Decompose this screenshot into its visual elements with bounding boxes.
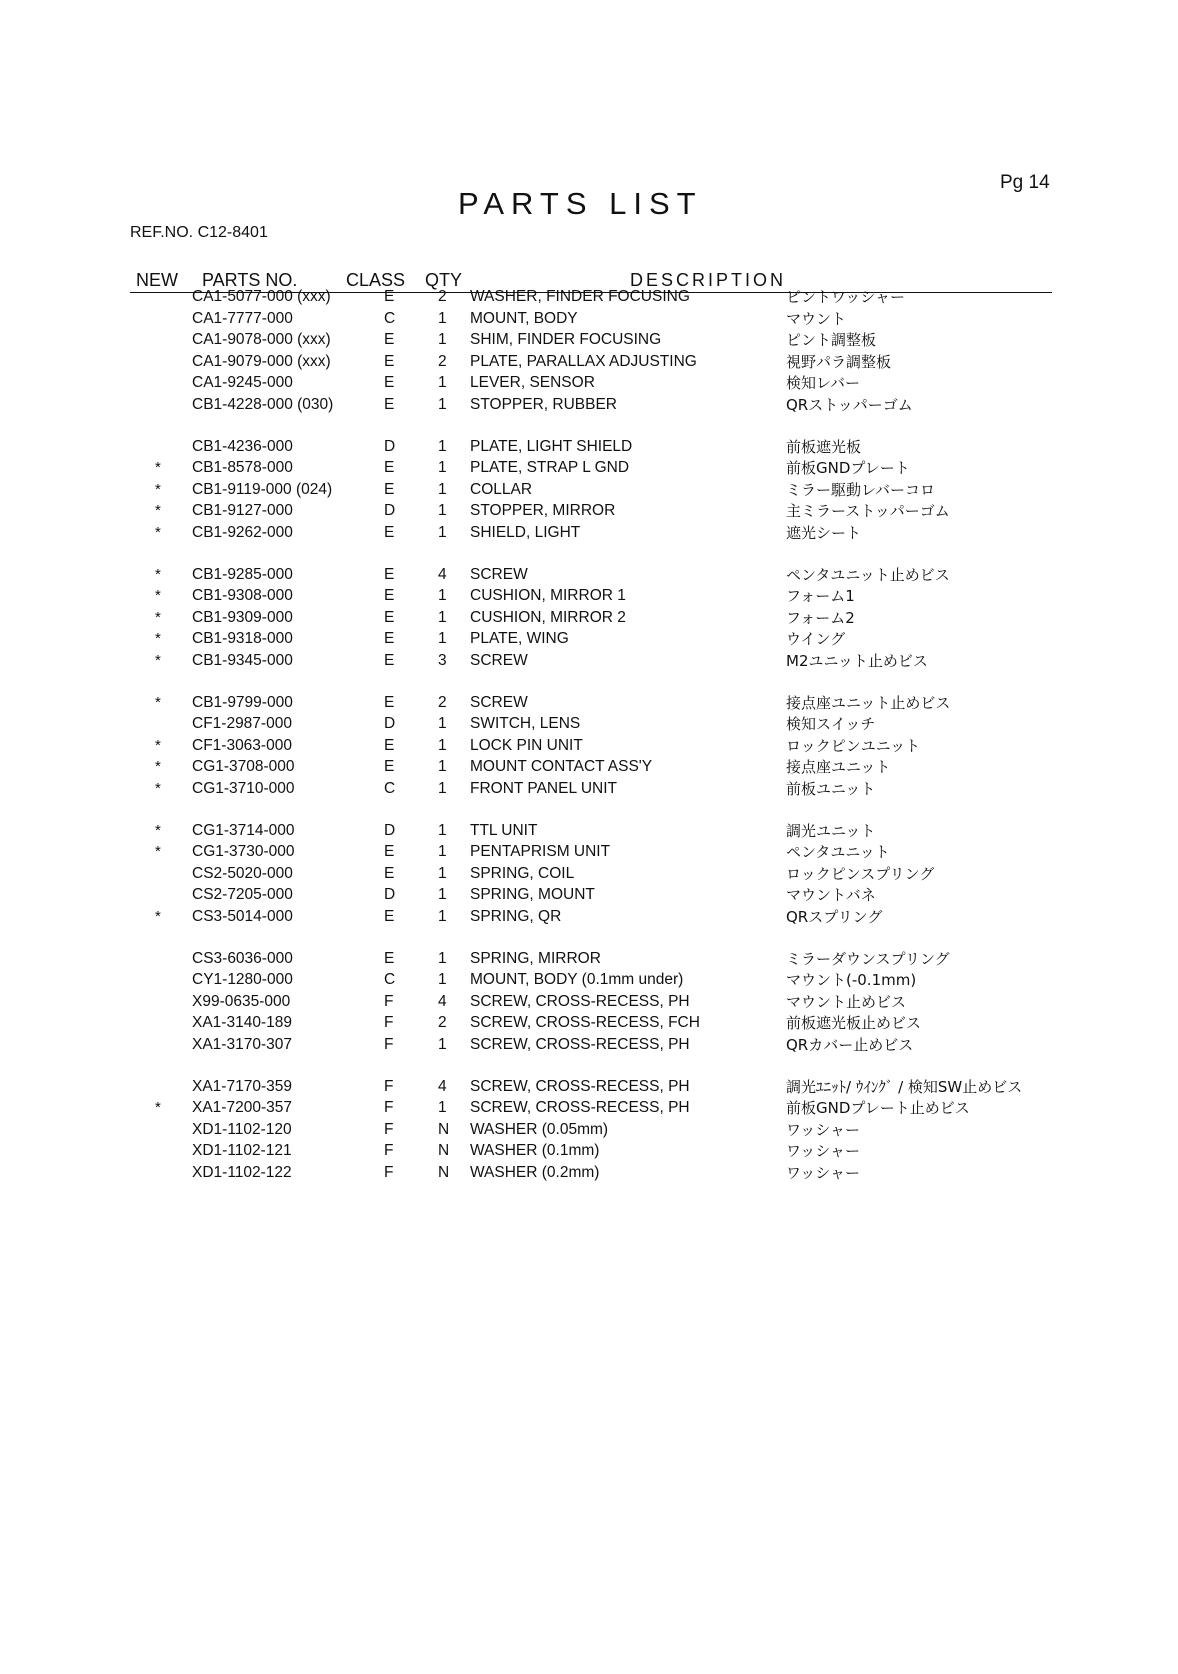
- new-marker: *: [155, 908, 161, 925]
- part-number: CB1-9308-000: [192, 587, 293, 605]
- part-description-japanese: ウイング: [786, 630, 846, 649]
- part-number: CB1-4228-000 (030): [192, 396, 334, 413]
- table-row: [0, 1162, 1178, 1184]
- part-number: CB1-4236-000: [192, 437, 293, 455]
- part-description-japanese: 前板遮光板: [786, 437, 862, 456]
- table-row: [0, 1076, 1178, 1098]
- part-class: D: [384, 886, 396, 904]
- part-class: E: [384, 630, 395, 648]
- part-description-japanese: 前板GNDプレート止めビス: [786, 1099, 970, 1118]
- part-quantity: 2: [438, 352, 447, 370]
- part-class: E: [384, 587, 395, 605]
- part-description: SPRING, COIL: [470, 864, 575, 882]
- part-description-japanese: QRストッパーゴム: [786, 396, 913, 414]
- part-number: CA1-7777-000: [192, 309, 293, 327]
- part-class: E: [384, 524, 395, 541]
- part-class: E: [384, 352, 395, 370]
- part-description-japanese: ピント調整板: [786, 331, 877, 350]
- part-quantity: 1: [438, 331, 447, 349]
- table-row: [0, 564, 1178, 586]
- table-row: [0, 351, 1178, 373]
- table-row: [0, 1140, 1178, 1162]
- part-class: E: [384, 652, 395, 669]
- new-marker: *: [155, 652, 161, 669]
- part-quantity: N: [438, 1120, 450, 1138]
- part-description-japanese: ミラーダウンスプリング: [786, 949, 950, 968]
- part-class: C: [384, 971, 396, 989]
- part-quantity: 4: [438, 565, 447, 583]
- new-marker: *: [155, 502, 161, 520]
- table-row: [0, 906, 1178, 928]
- part-quantity: 1: [438, 1036, 447, 1053]
- part-number: CG1-3710-000: [192, 780, 295, 797]
- part-description-japanese: ペンタユニット: [786, 843, 890, 862]
- part-description: SPRING, MOUNT: [470, 886, 595, 904]
- part-quantity: 1: [438, 437, 447, 455]
- table-row: [0, 756, 1178, 778]
- part-class: F: [384, 1014, 394, 1032]
- column-header-parts-no: PARTS NO.: [202, 270, 298, 290]
- part-description: PLATE, LIGHT SHIELD: [470, 437, 633, 455]
- part-number: CS2-7205-000: [192, 886, 293, 904]
- table-row: [0, 991, 1178, 1013]
- part-number: X99-0635-000: [192, 992, 291, 1010]
- part-number: CG1-3714-000: [192, 821, 295, 839]
- part-class: D: [384, 502, 396, 520]
- part-description: MOUNT, BODY (0.1mm under): [470, 971, 684, 989]
- part-quantity: 4: [438, 1077, 447, 1095]
- part-number: CF1-3063-000: [192, 736, 292, 754]
- part-description: LEVER, SENSOR: [470, 374, 595, 392]
- part-class: E: [384, 480, 395, 498]
- part-class: C: [384, 780, 396, 797]
- part-description-japanese: ロックピンスプリング: [786, 864, 935, 883]
- part-description: PLATE, PARALLAX ADJUSTING: [470, 352, 697, 370]
- new-marker: *: [155, 565, 161, 583]
- table-row: [0, 948, 1178, 970]
- part-number: XD1-1102-122: [192, 1164, 292, 1181]
- part-number: CA1-5077-000 (xxx): [192, 288, 331, 305]
- new-marker: *: [155, 480, 161, 498]
- table-row: [0, 713, 1178, 735]
- part-description: SWITCH, LENS: [470, 715, 581, 733]
- part-quantity: 1: [438, 524, 447, 541]
- part-description-japanese: 視野パラ調整板: [786, 352, 892, 371]
- table-row: [0, 372, 1178, 394]
- part-quantity: 1: [438, 758, 447, 776]
- table-row: [0, 308, 1178, 330]
- part-number: XA1-3170-307: [192, 1036, 292, 1053]
- part-class: D: [384, 715, 396, 733]
- table-row: [0, 1012, 1178, 1034]
- table-row: [0, 607, 1178, 629]
- part-description: SCREW: [470, 652, 528, 669]
- part-description-japanese: QRカバー止めビス: [786, 1036, 914, 1054]
- part-number: CB1-8578-000: [192, 459, 293, 477]
- part-quantity: 1: [438, 736, 447, 754]
- part-quantity: 1: [438, 587, 447, 605]
- new-marker: *: [155, 821, 161, 839]
- part-description: SPRING, MIRROR: [470, 949, 601, 967]
- table-row: [0, 479, 1178, 501]
- part-number: CB1-9119-000 (024): [192, 480, 333, 498]
- part-description: PLATE, WING: [470, 630, 569, 648]
- part-description: MOUNT CONTACT ASS'Y: [470, 758, 653, 776]
- part-number: CB1-9799-000: [192, 693, 293, 711]
- part-description: FRONT PANEL UNIT: [470, 780, 617, 797]
- part-description-japanese: 調光ﾕﾆｯﾄ/ ｳｲﾝｸﾞ / 検知SW止めビス: [786, 1077, 1023, 1096]
- part-description: SHIM, FINDER FOCUSING: [470, 331, 662, 349]
- part-number: XA1-7200-357: [192, 1099, 292, 1117]
- part-description-japanese: 遮光シート: [786, 524, 862, 542]
- new-marker: *: [155, 587, 161, 605]
- part-description-japanese: 検知レバー: [786, 374, 860, 393]
- part-description-japanese: 前板GNDプレート: [786, 459, 910, 478]
- part-class: E: [384, 693, 395, 711]
- part-number: CA1-9078-000 (xxx): [192, 331, 331, 349]
- part-number: XA1-7170-359: [192, 1077, 292, 1095]
- table-row: [0, 329, 1178, 351]
- part-class: F: [384, 1036, 394, 1053]
- part-description: CUSHION, MIRROR 1: [470, 587, 626, 605]
- table-row: [0, 628, 1178, 650]
- part-class: E: [384, 736, 395, 754]
- new-marker: *: [155, 758, 161, 776]
- column-header-class: CLASS: [346, 270, 406, 290]
- part-class: C: [384, 309, 396, 327]
- part-quantity: 3: [438, 652, 447, 669]
- part-class: F: [384, 1142, 394, 1160]
- part-number: CB1-9262-000: [192, 524, 293, 541]
- page-title: PARTS LIST: [458, 186, 703, 221]
- part-description-japanese: ロックピンユニット: [786, 736, 921, 755]
- part-quantity: N: [438, 1164, 450, 1181]
- part-description: PLATE, STRAP L GND: [470, 459, 630, 477]
- part-description: SCREW: [470, 693, 528, 711]
- part-number: CF1-2987-000: [192, 715, 292, 733]
- table-row: [0, 650, 1178, 672]
- reference-number: REF.NO. C12-8401: [130, 224, 268, 241]
- new-marker: *: [155, 630, 161, 648]
- table-row: [0, 863, 1178, 885]
- table-row: [0, 436, 1178, 458]
- new-marker: *: [155, 780, 161, 797]
- part-class: E: [384, 608, 395, 626]
- part-number: XD1-1102-120: [192, 1120, 292, 1138]
- part-number: CS3-5014-000: [192, 908, 293, 925]
- part-class: E: [384, 459, 395, 477]
- part-description-japanese: マウント止めビス: [786, 992, 907, 1011]
- part-number: CY1-1280-000: [192, 971, 293, 989]
- part-quantity: 1: [438, 843, 447, 861]
- part-quantity: 1: [438, 309, 447, 327]
- table-row: [0, 820, 1178, 842]
- part-class: E: [384, 758, 395, 776]
- part-quantity: 1: [438, 971, 447, 989]
- part-number: CG1-3730-000: [192, 843, 295, 861]
- new-marker: *: [155, 693, 161, 711]
- part-description-japanese: ピントワッシャー: [786, 288, 905, 306]
- part-description: PENTAPRISM UNIT: [470, 843, 611, 861]
- part-description: SCREW, CROSS-RECESS, PH: [470, 1077, 690, 1095]
- part-class: E: [384, 908, 395, 925]
- part-quantity: 1: [438, 949, 447, 967]
- part-description-japanese: フォーム2: [786, 608, 855, 627]
- part-number: CA1-9079-000 (xxx): [192, 352, 331, 370]
- table-row: [0, 585, 1178, 607]
- part-description-japanese: マウント: [786, 309, 847, 328]
- part-description: CUSHION, MIRROR 2: [470, 608, 626, 626]
- part-number: CS3-6036-000: [192, 949, 293, 967]
- table-row: [0, 500, 1178, 522]
- part-description: COLLAR: [470, 480, 533, 498]
- table-row: [0, 735, 1178, 757]
- part-quantity: 1: [438, 908, 447, 925]
- part-quantity: 1: [438, 886, 447, 904]
- table-row: [0, 1119, 1178, 1141]
- part-quantity: 1: [438, 1099, 447, 1117]
- table-row: [0, 778, 1178, 800]
- part-description-japanese: ミラー駆動レバーコロ: [786, 480, 935, 499]
- new-marker: *: [155, 608, 161, 626]
- part-quantity: 2: [438, 1014, 447, 1032]
- table-row: [0, 286, 1178, 308]
- part-quantity: 1: [438, 630, 447, 648]
- part-quantity: 1: [438, 502, 447, 520]
- part-description: SCREW, CROSS-RECESS, PH: [470, 1099, 690, 1117]
- column-header-qty: QTY: [425, 270, 463, 290]
- part-description: SCREW, CROSS-RECESS, FCH: [470, 1014, 700, 1032]
- part-class: F: [384, 1099, 394, 1117]
- new-marker: *: [155, 843, 161, 861]
- part-description: SCREW: [470, 565, 528, 583]
- part-quantity: 4: [438, 992, 447, 1010]
- part-description-japanese: ワッシャー: [786, 1120, 860, 1139]
- part-class: D: [384, 437, 396, 455]
- part-description: WASHER (0.05mm): [470, 1120, 609, 1138]
- part-description: STOPPER, RUBBER: [470, 396, 618, 413]
- part-number: XD1-1102-121: [192, 1142, 292, 1160]
- part-number: CS2-5020-000: [192, 864, 293, 882]
- table-row: [0, 1034, 1178, 1056]
- part-description-japanese: ワッシャー: [786, 1142, 860, 1161]
- part-quantity: 1: [438, 821, 447, 839]
- column-header-new: NEW: [136, 270, 178, 290]
- part-description-japanese: 検知スイッチ: [786, 715, 876, 734]
- part-class: E: [384, 396, 395, 413]
- new-marker: *: [155, 1099, 161, 1117]
- part-description: SCREW, CROSS-RECESS, PH: [470, 1036, 690, 1053]
- part-quantity: 1: [438, 459, 447, 477]
- part-class: E: [384, 864, 395, 882]
- part-number: CA1-9245-000: [192, 374, 293, 392]
- part-description-japanese: 接点座ユニット: [786, 758, 891, 777]
- part-class: E: [384, 374, 395, 392]
- part-description-japanese: ペンタユニット止めビス: [786, 565, 950, 584]
- part-description: LOCK PIN UNIT: [470, 736, 583, 754]
- part-description-japanese: フォーム1: [786, 587, 855, 606]
- table-row: [0, 969, 1178, 991]
- part-description-japanese: M2ユニット止めビス: [786, 652, 928, 670]
- part-class: F: [384, 1120, 394, 1138]
- part-class: E: [384, 949, 395, 967]
- table-row: [0, 1097, 1178, 1119]
- part-class: D: [384, 821, 396, 839]
- part-description-japanese: ワッシャー: [786, 1164, 860, 1182]
- part-quantity: 1: [438, 396, 447, 413]
- part-description: STOPPER, MIRROR: [470, 502, 616, 520]
- part-number: XA1-3140-189: [192, 1014, 292, 1032]
- part-description: WASHER, FINDER FOCUSING: [470, 288, 690, 305]
- part-description: MOUNT, BODY: [470, 309, 578, 327]
- part-class: F: [384, 992, 394, 1010]
- part-description: SPRING, QR: [470, 908, 562, 925]
- part-description-japanese: 主ミラーストッパーゴム: [786, 502, 950, 521]
- part-class: E: [384, 331, 395, 349]
- part-description: WASHER (0.1mm): [470, 1142, 600, 1160]
- part-class: E: [384, 843, 395, 861]
- part-description-japanese: 前板ユニット: [786, 780, 876, 798]
- part-class: F: [384, 1077, 394, 1095]
- part-description: TTL UNIT: [470, 821, 538, 839]
- table-row: [0, 841, 1178, 863]
- part-quantity: 2: [438, 288, 447, 305]
- part-quantity: 1: [438, 780, 447, 797]
- part-number: CB1-9345-000: [192, 652, 293, 669]
- part-description-japanese: 前板遮光板止めビス: [786, 1014, 922, 1033]
- part-description: WASHER (0.2mm): [470, 1164, 600, 1181]
- part-class: E: [384, 288, 395, 305]
- part-number: CB1-9285-000: [192, 565, 293, 583]
- part-description: SHIELD, LIGHT: [470, 524, 581, 541]
- new-marker: *: [155, 524, 161, 541]
- part-number: CB1-9127-000: [192, 502, 293, 520]
- page-number: Pg 14: [1000, 172, 1050, 193]
- part-description-japanese: マウントバネ: [786, 886, 876, 905]
- part-quantity: N: [438, 1142, 450, 1160]
- table-row: [0, 522, 1178, 544]
- table-row: [0, 884, 1178, 906]
- part-description-japanese: 調光ユニット: [786, 821, 876, 840]
- part-quantity: 2: [438, 693, 447, 711]
- part-number: CG1-3708-000: [192, 758, 295, 776]
- table-row: [0, 457, 1178, 479]
- part-quantity: 1: [438, 374, 447, 392]
- new-marker: *: [155, 459, 161, 477]
- part-description-japanese: マウント(-0.1mm): [786, 971, 917, 990]
- table-row: [0, 692, 1178, 714]
- part-class: F: [384, 1164, 394, 1181]
- part-description-japanese: QRスプリング: [786, 908, 883, 926]
- part-quantity: 1: [438, 864, 447, 882]
- part-quantity: 1: [438, 608, 447, 626]
- part-number: CB1-9318-000: [192, 630, 293, 648]
- part-description-japanese: 接点座ユニット止めビス: [786, 693, 951, 712]
- part-class: E: [384, 565, 395, 583]
- part-quantity: 1: [438, 480, 447, 498]
- column-header-description: DESCRIPTION: [630, 270, 787, 290]
- part-number: CB1-9309-000: [192, 608, 293, 626]
- part-quantity: 1: [438, 715, 447, 733]
- part-description: SCREW, CROSS-RECESS, PH: [470, 992, 690, 1010]
- new-marker: *: [155, 736, 161, 754]
- table-row: [0, 394, 1178, 416]
